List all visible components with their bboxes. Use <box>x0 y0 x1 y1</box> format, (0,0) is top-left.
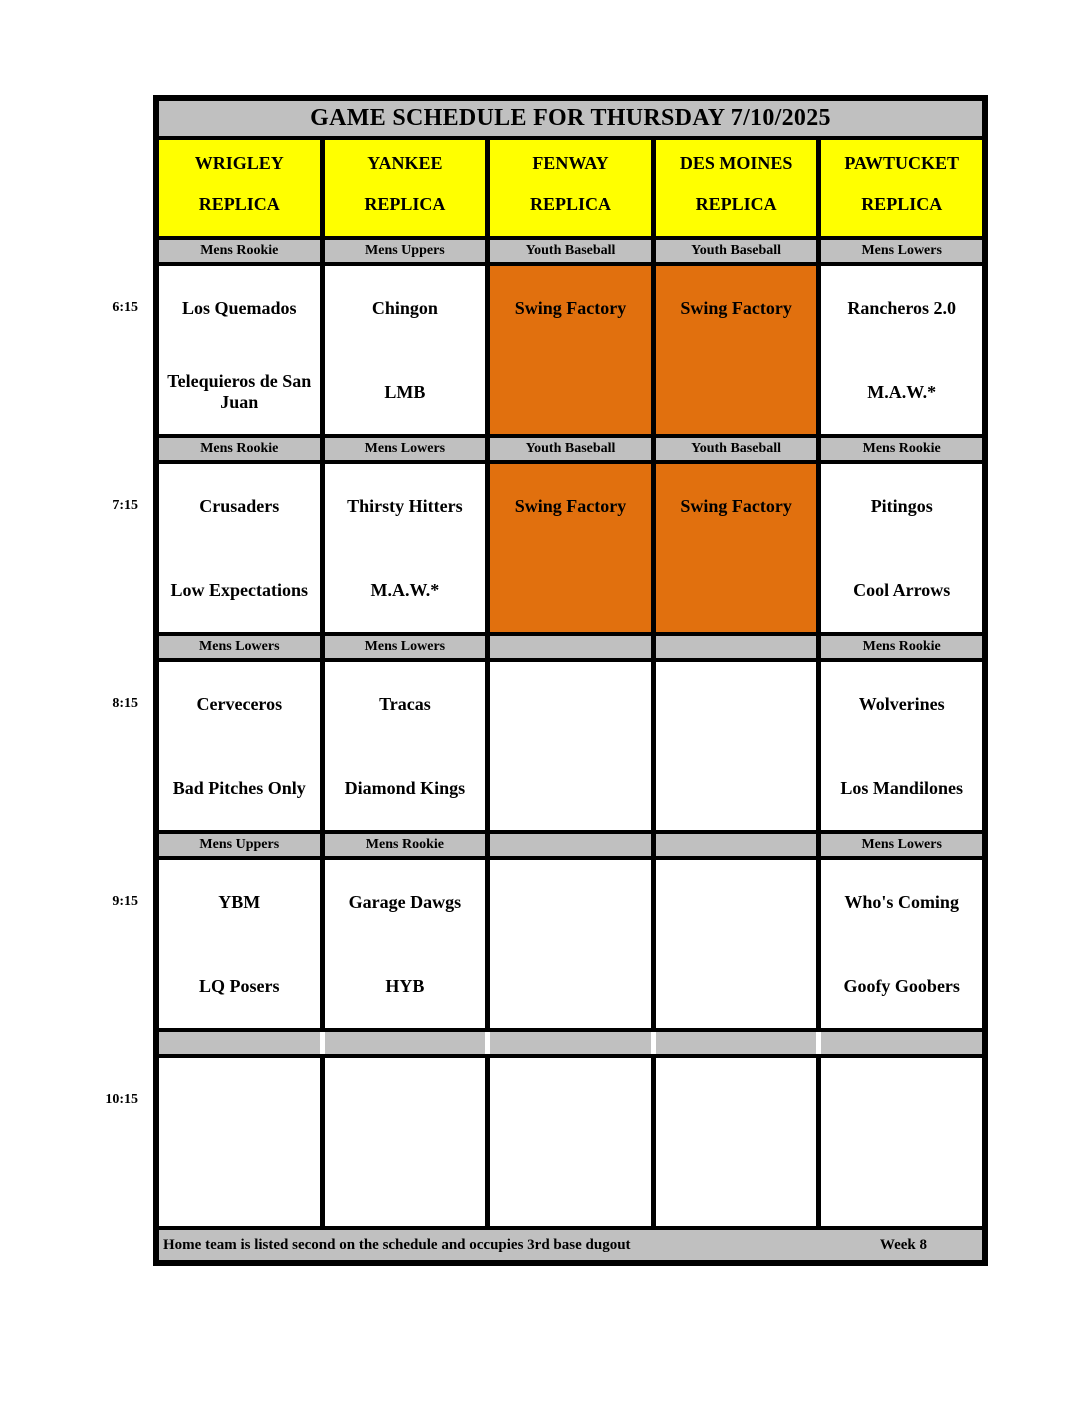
home-team <box>159 1142 320 1226</box>
division-label: Mens Rookie <box>159 438 320 460</box>
away-team: Who's Coming <box>844 891 959 912</box>
home-team <box>656 1142 817 1226</box>
schedule-table <box>153 95 988 1266</box>
away-team: Rancheros 2.0 <box>847 297 957 318</box>
field-header-pawtucket <box>821 140 982 236</box>
away-team: Los Quemados <box>182 297 297 318</box>
game-row-715 <box>159 464 982 632</box>
home-team <box>656 350 817 434</box>
home-team: Telequieros de San Juan <box>167 371 312 412</box>
home-team: Low Expectations <box>170 579 309 600</box>
division-label: Mens Uppers <box>159 834 320 856</box>
time-label-615: 6:15 <box>112 300 138 315</box>
home-team <box>656 548 817 632</box>
home-team: M.A.W.* <box>867 381 937 402</box>
field-replica-label: REPLICA <box>364 194 446 214</box>
division-label: Youth Baseball <box>490 438 651 460</box>
field-header-wrigley <box>159 140 320 236</box>
game-cell-youth-rental <box>490 464 651 632</box>
field-name: YANKEE <box>367 153 443 173</box>
field-replica-label: REPLICA <box>695 194 777 214</box>
division-label: Mens Rookie <box>821 636 982 658</box>
field-name: FENWAY <box>532 153 609 173</box>
field-header-yankee <box>325 140 486 236</box>
division-label <box>159 1032 320 1054</box>
game-cell-empty <box>490 1058 651 1226</box>
division-label: Mens Rookie <box>821 438 982 460</box>
game-cell-empty <box>325 1058 486 1226</box>
home-team <box>490 548 651 632</box>
away-team <box>656 662 817 746</box>
field-name: PAWTUCKET <box>844 153 960 173</box>
field-replica-label: REPLICA <box>861 194 943 214</box>
game-cell-youth-rental <box>656 464 817 632</box>
game-cell-empty <box>490 860 651 1028</box>
game-cell-empty <box>656 860 817 1028</box>
division-label <box>656 636 817 658</box>
game-cell <box>821 266 982 434</box>
division-label: Youth Baseball <box>656 438 817 460</box>
game-cell <box>821 464 982 632</box>
home-team <box>656 944 817 1028</box>
division-label: Mens Uppers <box>325 240 486 262</box>
field-header-fenway <box>490 140 651 236</box>
away-team: Garage Dawgs <box>348 891 462 912</box>
away-team: Crusaders <box>199 495 280 516</box>
home-team: Bad Pitches Only <box>172 777 306 798</box>
division-label: Youth Baseball <box>490 240 651 262</box>
division-label: Mens Lowers <box>159 636 320 658</box>
game-cell <box>821 662 982 830</box>
division-label: Mens Lowers <box>325 438 486 460</box>
division-row-915 <box>159 834 982 856</box>
field-replica-label: REPLICA <box>529 194 611 214</box>
game-cell <box>159 662 320 830</box>
game-row-815 <box>159 662 982 830</box>
game-cell <box>325 266 486 434</box>
away-team: Swing Factory <box>680 495 792 516</box>
away-team: Swing Factory <box>514 495 627 516</box>
away-team <box>490 1058 651 1142</box>
division-label: Youth Baseball <box>656 240 817 262</box>
game-cell-empty <box>159 1058 320 1226</box>
game-cell <box>159 266 320 434</box>
division-row-615 <box>159 240 982 262</box>
home-team: LMB <box>384 381 426 402</box>
game-cell-empty <box>490 662 651 830</box>
away-team <box>325 1058 486 1142</box>
home-team <box>490 746 651 830</box>
away-team <box>490 662 651 746</box>
footer-bar <box>159 1230 982 1260</box>
away-team <box>656 860 817 944</box>
footer-note: Home team is listed second on the schedule and occupies 3rd base dugout <box>163 1236 631 1253</box>
time-label-715: 7:15 <box>112 498 138 513</box>
home-team: Los Mandilones <box>840 777 963 798</box>
home-team: LQ Posers <box>199 975 280 996</box>
game-row-915 <box>159 860 982 1028</box>
game-cell <box>325 464 486 632</box>
away-team: Cerveceros <box>196 693 283 714</box>
division-label: Mens Lowers <box>821 240 982 262</box>
away-team <box>490 860 651 944</box>
away-team: Pitingos <box>870 495 933 516</box>
game-cell-empty <box>656 1058 817 1226</box>
game-cell-youth-rental <box>656 266 817 434</box>
game-cell <box>821 860 982 1028</box>
division-label <box>490 636 651 658</box>
game-cell <box>159 464 320 632</box>
field-replica-label: REPLICA <box>198 194 280 214</box>
away-team: Tracas <box>379 693 431 714</box>
away-team: YBM <box>218 891 261 912</box>
home-team: HYB <box>385 975 425 996</box>
time-label-815: 8:15 <box>112 696 138 711</box>
away-team: Wolverines <box>858 693 945 714</box>
home-team <box>490 944 651 1028</box>
away-team: Chingon <box>371 297 438 318</box>
home-team: Diamond Kings <box>344 777 466 798</box>
division-label <box>656 834 817 856</box>
game-cell <box>325 662 486 830</box>
home-team <box>490 350 651 434</box>
away-team <box>159 1058 320 1142</box>
division-row-815 <box>159 636 982 658</box>
division-row-715 <box>159 438 982 460</box>
division-label: Mens Rookie <box>159 240 320 262</box>
game-row-1015 <box>159 1058 982 1226</box>
field-header-des-moines <box>656 140 817 236</box>
home-team: Cool Arrows <box>853 579 951 600</box>
division-label: Mens Lowers <box>821 834 982 856</box>
division-label <box>821 1032 982 1054</box>
schedule-title: GAME SCHEDULE FOR THURSDAY 7/10/2025 <box>159 101 982 136</box>
game-cell-empty <box>821 1058 982 1226</box>
field-header-row <box>159 140 982 236</box>
time-label-1015: 10:15 <box>105 1092 138 1107</box>
home-team: M.A.W.* <box>370 579 440 600</box>
away-team: Thirsty Hitters <box>347 495 463 516</box>
home-team <box>325 1142 486 1226</box>
game-row-615 <box>159 266 982 434</box>
division-label <box>325 1032 486 1054</box>
home-team <box>821 1142 982 1226</box>
division-label <box>656 1032 817 1054</box>
division-label: Mens Rookie <box>325 834 486 856</box>
away-team: Swing Factory <box>680 297 792 318</box>
home-team <box>490 1142 651 1226</box>
away-team: Swing Factory <box>514 297 627 318</box>
field-name: DES MOINES <box>679 153 793 173</box>
game-cell-empty <box>656 662 817 830</box>
footer-week-badge: Week 8 <box>879 1236 927 1253</box>
away-team <box>656 1058 817 1142</box>
division-label <box>490 834 651 856</box>
game-cell <box>159 860 320 1028</box>
home-team <box>656 746 817 830</box>
division-label <box>490 1032 651 1054</box>
game-cell-youth-rental <box>490 266 651 434</box>
time-label-915: 9:15 <box>112 894 138 909</box>
away-team <box>821 1058 982 1142</box>
home-team: Goofy Goobers <box>843 975 960 996</box>
game-cell <box>325 860 486 1028</box>
division-row-1015 <box>159 1032 982 1054</box>
division-label: Mens Lowers <box>325 636 486 658</box>
field-name: WRIGLEY <box>194 153 284 173</box>
